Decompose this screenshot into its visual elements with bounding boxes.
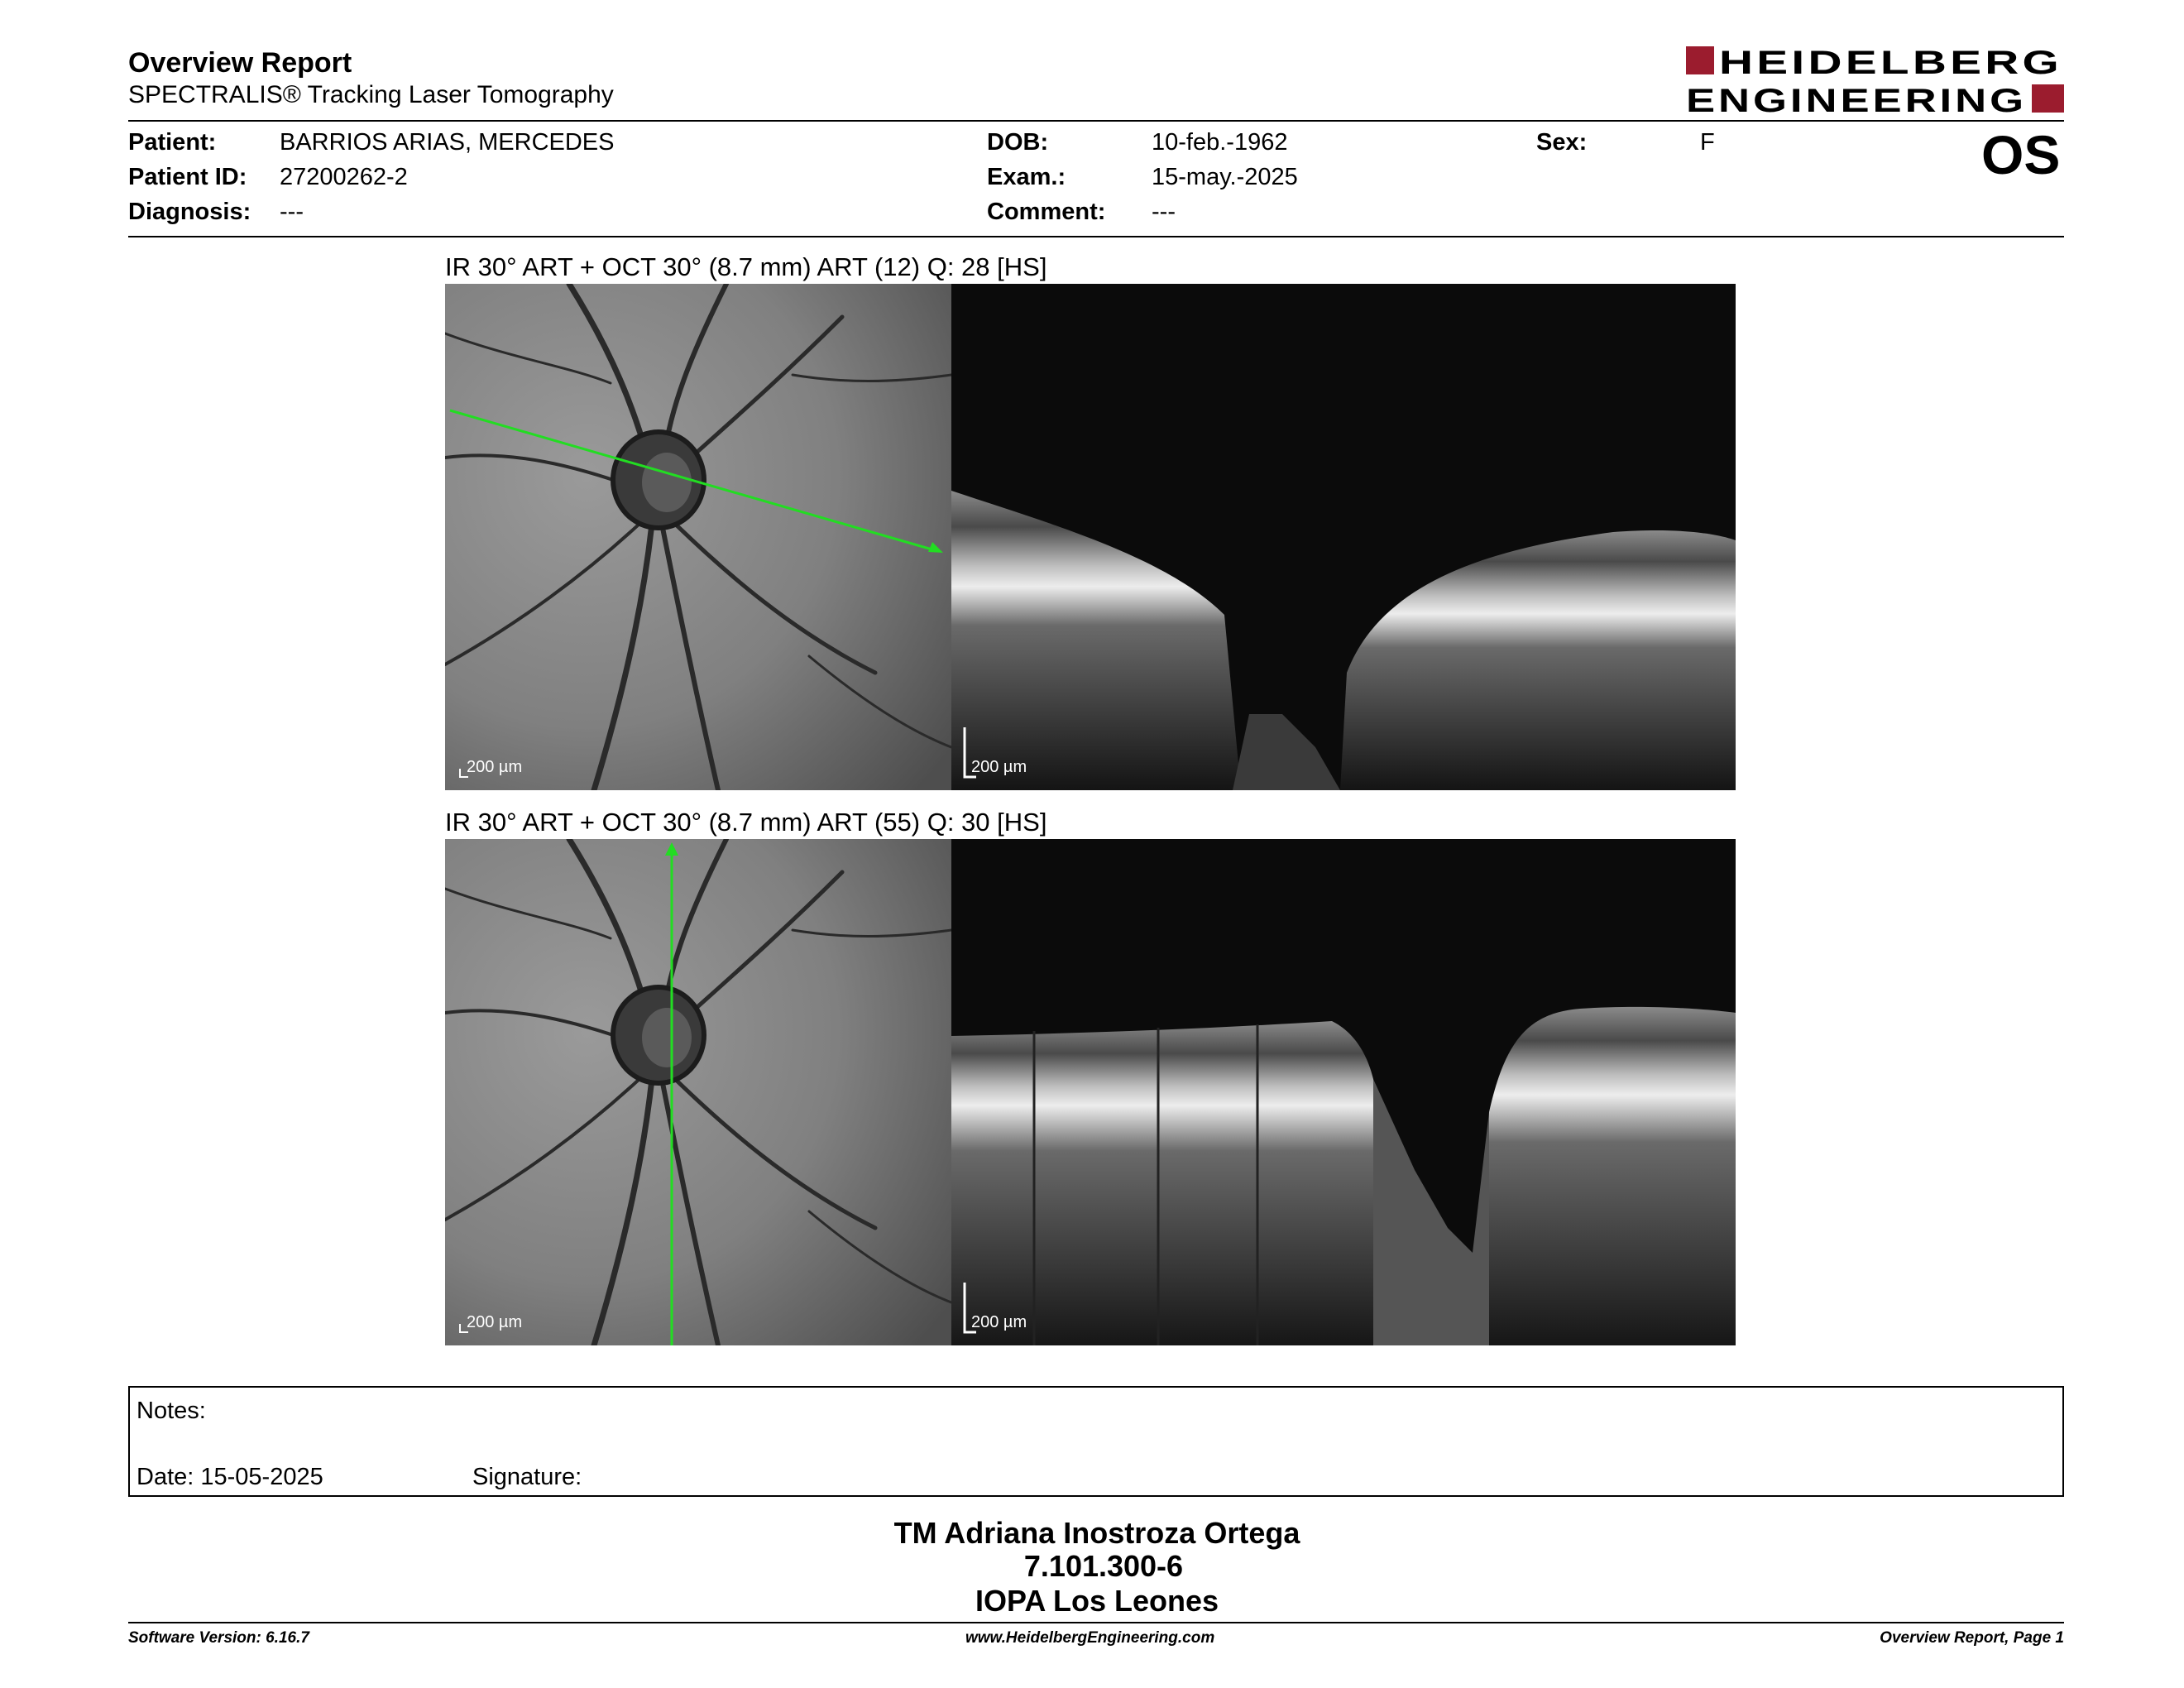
info-divider	[128, 236, 2064, 237]
comment-value: ---	[1152, 199, 1176, 225]
signer-id: 7.101.300-6	[1023, 1549, 1184, 1583]
software-version: Software Version: 6.16.7	[128, 1629, 309, 1647]
signer-institution: IOPA Los Leones	[975, 1584, 1219, 1618]
patient-label: Patient:	[128, 129, 217, 156]
exam-date: 15-may.-2025	[1152, 164, 1298, 190]
diagnosis-value: ---	[280, 199, 304, 225]
notes-date: Date: 15-05-2025	[136, 1464, 323, 1490]
scan-2-oct-bscan	[951, 839, 1736, 1345]
signer-name: TM Adriana Inostroza Ortega	[893, 1516, 1300, 1550]
svg-text:200 µm: 200 µm	[467, 1313, 523, 1331]
svg-text:200 µm: 200 µm	[971, 758, 1027, 776]
scan-2-fundus-scale	[460, 1313, 522, 1332]
notes-label: Notes:	[136, 1398, 206, 1424]
scan-2-fundus-image	[445, 839, 951, 1345]
scan-2-title: IR 30° ART + OCT 30° (8.7 mm) ART (55) Q: 30 [HS]	[445, 808, 1047, 837]
comment-label: Comment:	[987, 199, 1106, 225]
eye-indicator: OS	[1981, 124, 2061, 185]
svg-text:200 µm: 200 µm	[467, 758, 523, 776]
scan-1-fundus-scale	[460, 758, 522, 777]
patient-id: 27200262-2	[280, 164, 408, 190]
footer-divider	[128, 1622, 2064, 1623]
page-number: Overview Report, Page 1	[1880, 1629, 2064, 1647]
website-link[interactable]: www.HeidelbergEngineering.com	[965, 1629, 1215, 1647]
diagnosis-label: Diagnosis:	[128, 199, 251, 225]
svg-text:ENGINEERING: ENGINEERING	[1686, 83, 2027, 116]
header-divider	[128, 120, 2064, 122]
report-title: Overview Report	[128, 47, 352, 79]
heidelberg-logo	[1686, 45, 2064, 116]
dob-label: DOB:	[987, 129, 1049, 156]
sex-value: F	[1700, 129, 1715, 156]
svg-text:HEIDELBERG: HEIDELBERG	[1719, 45, 2062, 81]
patient-name: BARRIOS ARIAS, MERCEDES	[280, 129, 615, 156]
dob-value: 10-feb.-1962	[1152, 129, 1288, 156]
notes-box	[128, 1386, 2064, 1497]
patient-id-label: Patient ID:	[128, 164, 247, 190]
signature-label: Signature:	[472, 1464, 582, 1490]
exam-label: Exam.:	[987, 164, 1066, 190]
report-subtitle: SPECTRALIS® Tracking Laser Tomography	[128, 81, 614, 108]
scan-1-title: IR 30° ART + OCT 30° (8.7 mm) ART (12) Q: 28 [HS]	[445, 252, 1047, 281]
svg-text:200 µm: 200 µm	[971, 1313, 1027, 1331]
scan-1-oct-bscan	[951, 284, 1736, 790]
sex-label: Sex:	[1536, 129, 1588, 156]
scan-1-fundus-image	[445, 284, 951, 790]
